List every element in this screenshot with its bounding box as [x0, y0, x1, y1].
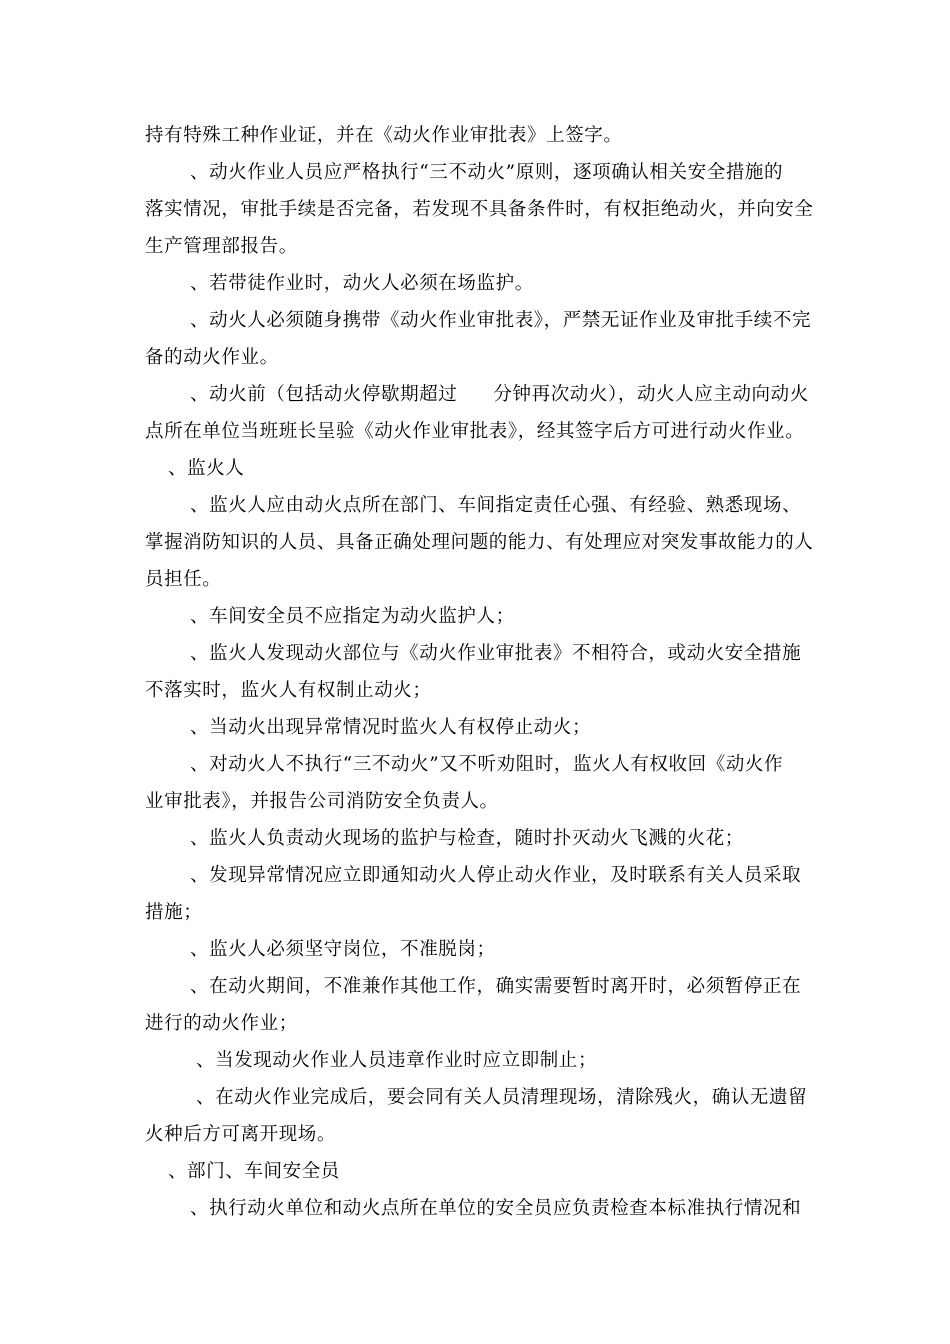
text-line-18: 、对动火人不执行“三不动火”又不听劝阻时，监火人有权收回《动火作 [190, 754, 784, 775]
text-line-21: 、发现异常情况应立即通知动火人停止动火作业，及时联系有关人员采取 [190, 865, 802, 886]
text-line-1: 持有特殊工种作业证，并在《动火作业审批表》上签字。 [145, 125, 623, 146]
text-line-3: 落实情况，审批手续是否完备，若发现不具备条件时，有权拒绝动火，并向安全 [145, 199, 814, 220]
text-line-23: 、监火人必须坚守岗位，不准脱岗； [190, 939, 496, 960]
text-line-4: 生产管理部报告。 [145, 236, 298, 257]
section-heading-fire-watcher: 、监火人 [168, 458, 245, 479]
text-line-19: 业审批表》，并报告公司消防安全负责人。 [145, 791, 499, 812]
text-line-24: 、在动火期间，不准兼作其他工作，确实需要暂时离开时，必须暂停正在 [190, 976, 802, 997]
text-line-8-part-2: 分钟再次动火），动火人应主动向动火 [493, 384, 809, 405]
text-line-25: 进行的动火作业； [145, 1013, 298, 1034]
text-line-27: 、在动火作业完成后，要会同有关人员清理现场，清除残火，确认无遗留 [196, 1087, 808, 1108]
text-line-13: 员担任。 [145, 569, 222, 590]
text-line-16: 不落实时，监火人有权制止动火； [145, 680, 432, 701]
text-line-17: 、当动火出现异常情况时监火人有权停止动火； [190, 717, 592, 738]
text-line-12: 掌握消防知识的人员、具备正确处理问题的能力、有处理应对突发事故能力的人 [145, 532, 814, 553]
text-line-5: 、若带徒作业时，动火人必须在场监护。 [190, 273, 534, 294]
text-line-6: 、动火人必须随身携带《动火作业审批表》，严禁无证作业及审批手续不完 [190, 310, 812, 331]
text-line-2: 、动火作业人员应严格执行“三不动火”原则，逐项确认相关安全措施的 [190, 162, 784, 183]
text-line-26: 、当发现动火作业人员违章作业时应立即制止； [196, 1050, 598, 1071]
text-line-20: 、监火人负责动火现场的监护与检查，随时扑灭动火飞溅的火花； [190, 828, 744, 849]
text-line-30: 、执行动火单位和动火点所在单位的安全员应负责检查本标准执行情况和 [190, 1198, 802, 1219]
text-line-28: 火种后方可离开现场。 [145, 1124, 337, 1145]
section-heading-safety-officer: 、部门、车间安全员 [168, 1161, 340, 1182]
text-line-8-part-1: 、动火前（包括动火停歇期超过 [190, 384, 458, 405]
text-line-14: 、车间安全员不应指定为动火监护人； [190, 606, 515, 627]
text-line-11: 、监火人应由动火点所在部门、车间指定责任心强、有经验、熟悉现场、 [190, 495, 802, 516]
text-line-15: 、监火人发现动火部位与《动火作业审批表》不相符合，或动火安全措施 [190, 643, 802, 664]
text-line-7: 备的动火作业。 [145, 347, 279, 368]
text-line-22: 措施； [145, 902, 203, 923]
text-line-8 [190, 383, 809, 407]
text-line-9: 点所在单位当班班长呈验《动火作业审批表》，经其签字后方可进行动火作业。 [145, 421, 805, 442]
